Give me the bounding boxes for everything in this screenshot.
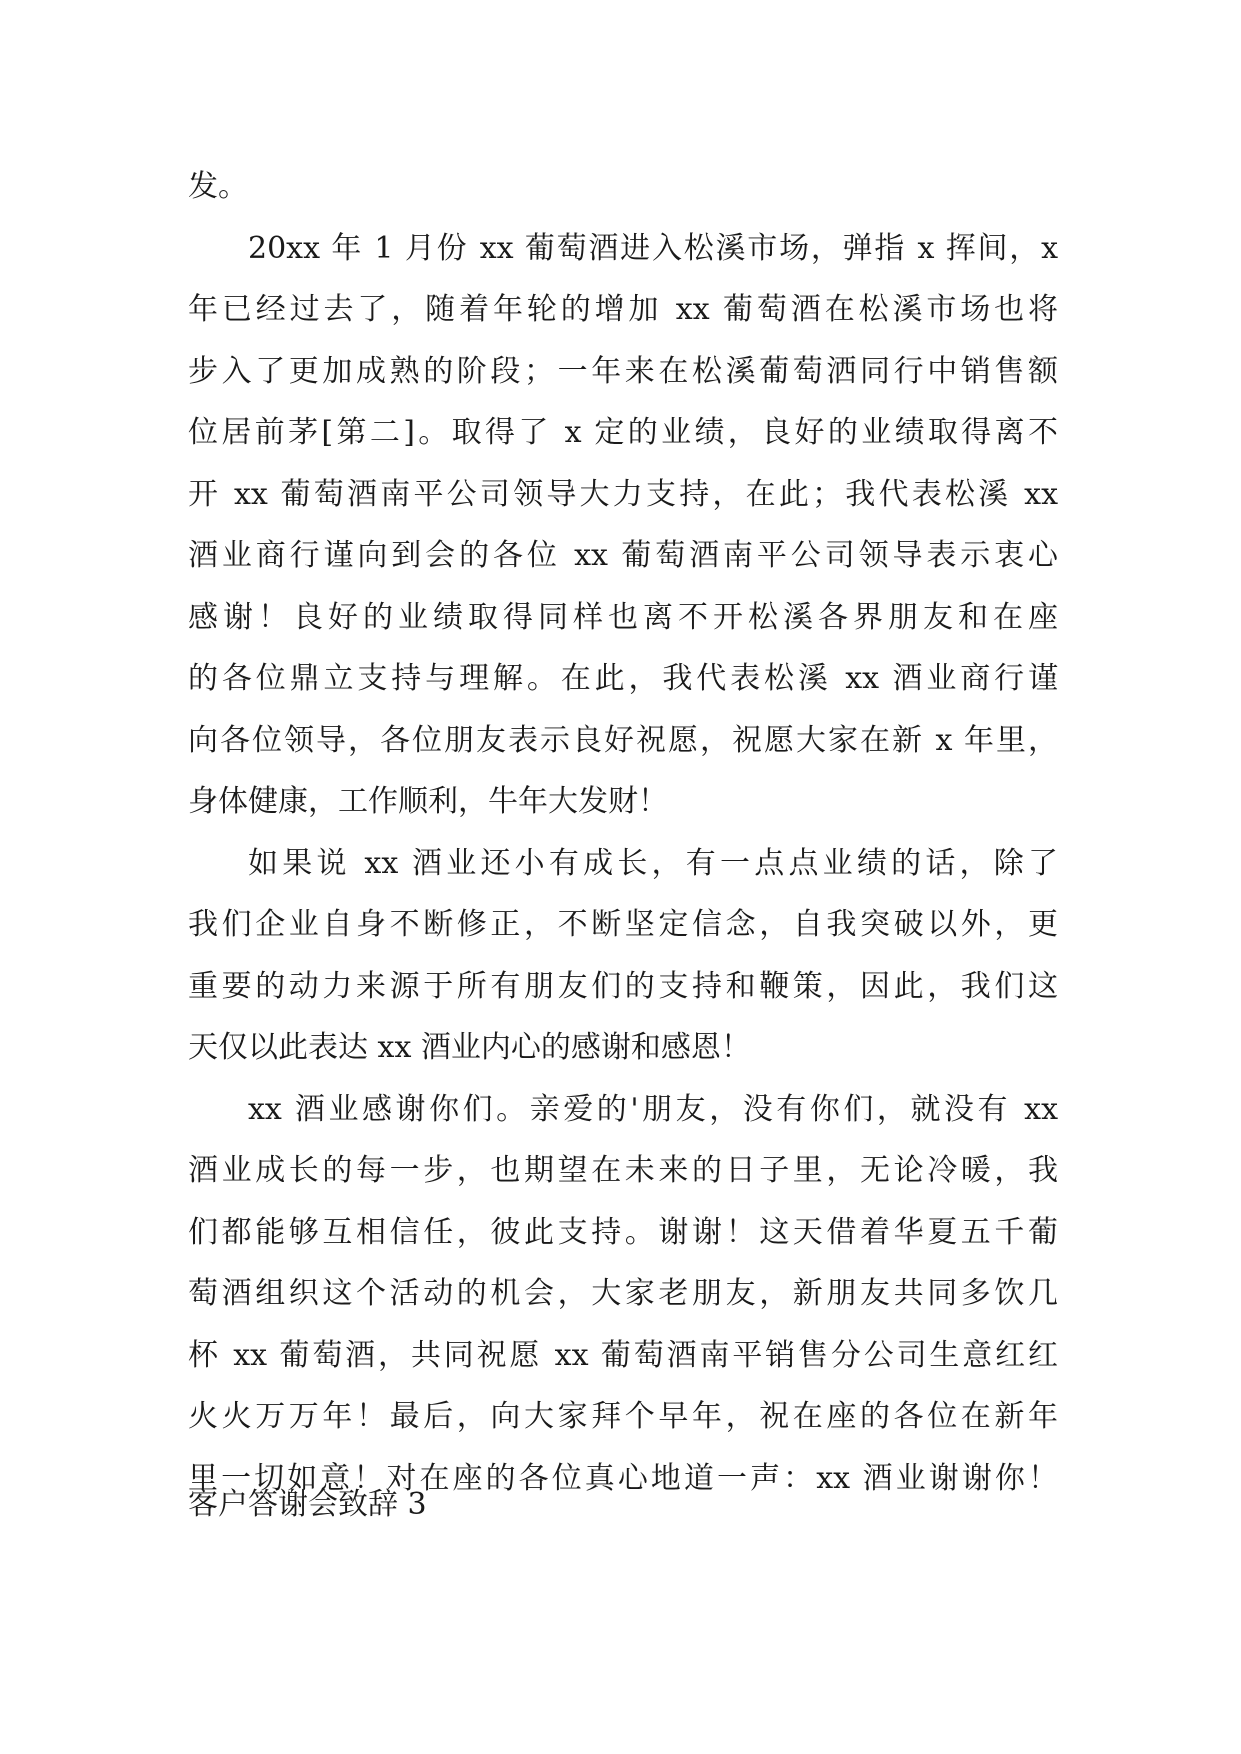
text-line: 身体健康，工作顺利，牛年大发财！ bbox=[188, 784, 668, 819]
text-line: 20xx 年 1 月份 xx 葡萄酒进入松溪市场，弹指 x 挥间，x bbox=[248, 230, 1058, 266]
text-line: 感谢！良好的业绩取得同样也离不开松溪各界朋友和在座 bbox=[188, 599, 1058, 635]
text-line: 位居前茅[第二]。取得了 x 定的业绩，良好的业绩取得离不 bbox=[188, 415, 1058, 450]
text-line: 开 xx 葡萄酒南平公司领导大力支持，在此；我代表松溪 xx bbox=[188, 476, 1058, 512]
text-line: 向各位领导，各位朋友表示良好祝愿，祝愿大家在新 x 年里， bbox=[188, 722, 1058, 758]
text-line: 年已经过去了，随着年轮的增加 xx 葡萄酒在松溪市场也将 bbox=[188, 292, 1058, 327]
text-line: 酒业成长的每一步，也期望在未来的日子里，无论冷暖，我 bbox=[188, 1153, 1058, 1188]
paragraph-3 bbox=[188, 833, 1058, 1079]
text-line: 天仅以此表达 xx 酒业内心的感谢和感恩！ bbox=[188, 1030, 751, 1065]
text-line: xx 酒业感谢你们。亲爱的'朋友，没有你们，就没有 xx bbox=[248, 1091, 1058, 1127]
text-line: 步入了更加成熟的阶段；一年来在松溪葡萄洒同行中销售额 bbox=[188, 353, 1058, 389]
text-line: 火火万万年！最后，向大家拜个早年，祝在座的各位在新年 bbox=[188, 1399, 1058, 1434]
text-line: 重要的动力来源于所有朋友们的支持和鞭策，因此，我们这 bbox=[188, 968, 1058, 1004]
text-line: 的各位鼎立支持与理解。在此，我代表松溪 xx 酒业商行谨 bbox=[188, 661, 1058, 696]
section-heading: 客户答谢会致辞 3 bbox=[188, 1487, 427, 1522]
text-line: 杯 xx 葡萄酒，共同祝愿 xx 葡萄酒南平销售分公司生意红红 bbox=[188, 1337, 1058, 1373]
paragraph-1 bbox=[188, 156, 1058, 218]
paragraph-4 bbox=[188, 1079, 1058, 1510]
text-line: 如果说 xx 酒业还小有成长，有一点点业绩的话，除了 bbox=[248, 845, 1058, 881]
text-line: 酒业商行谨向到会的各位 xx 葡萄酒南平公司领导表示衷心 bbox=[188, 538, 1058, 573]
document-body bbox=[188, 156, 1058, 1509]
text-line: 们都能够互相信任，彼此支持。谢谢！这天借着华夏五千葡 bbox=[188, 1214, 1058, 1250]
text-line: 我们企业自身不断修正，不断坚定信念，自我突破以外，更 bbox=[188, 907, 1058, 942]
paragraph-2 bbox=[188, 218, 1058, 833]
text-line: 萄酒组织这个活动的机会，大家老朋友，新朋友共同多饮几 bbox=[188, 1276, 1058, 1311]
text-line: 发。 bbox=[188, 169, 248, 204]
text-line: 里一切如意！对在座的各位真心地道一声：xx 酒业谢谢你！ bbox=[188, 1460, 1058, 1496]
